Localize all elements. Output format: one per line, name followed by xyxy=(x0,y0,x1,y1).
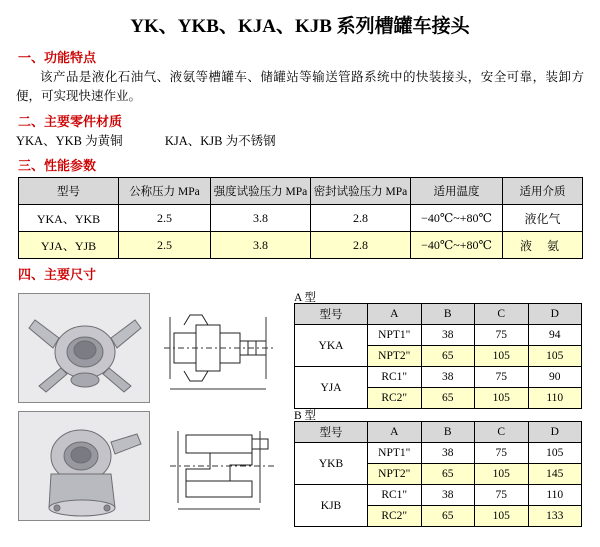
table-row xyxy=(295,367,582,388)
table-header-row xyxy=(19,178,583,205)
th-a: A xyxy=(368,422,422,443)
cell-strength-test-pressure: 3.8 xyxy=(211,232,311,259)
cell-model: YJA xyxy=(295,367,368,409)
dimensions-area xyxy=(0,289,600,547)
type-label-a: A 型 xyxy=(294,292,317,305)
cell-b: 65 xyxy=(421,388,475,409)
th-b: B xyxy=(421,422,475,443)
cell-nominal-pressure: 2.5 xyxy=(119,232,211,259)
cell-c: 75 xyxy=(475,325,529,346)
cell-strength-test-pressure: 3.8 xyxy=(211,205,311,232)
cell-c: 105 xyxy=(475,506,529,527)
page-title: YK、YKB、KJA、KJB 系列槽罐车接头 xyxy=(130,16,470,37)
cell-a: NPT2" xyxy=(368,346,422,367)
cell-b: 65 xyxy=(421,464,475,485)
th-d: D xyxy=(528,304,582,325)
cell-d: 133 xyxy=(528,506,582,527)
cell-c: 105 xyxy=(475,388,529,409)
cell-a: NPT1" xyxy=(368,325,422,346)
dimension-table-a xyxy=(294,303,582,409)
cell-a: RC2" xyxy=(368,388,422,409)
dimension-table-b xyxy=(294,421,582,527)
cell-temperature: −40℃~+80℃ xyxy=(411,205,503,232)
th-model: 型号 xyxy=(295,304,368,325)
th-model: 型号 xyxy=(295,422,368,443)
materials-right-text: KJA、KJB 为不锈钢 xyxy=(164,133,276,148)
cell-model: YJA、YJB xyxy=(19,232,119,259)
cell-nominal-pressure: 2.5 xyxy=(119,205,211,232)
type-label-b: B 型 xyxy=(294,410,317,423)
coupling-drawing-a xyxy=(156,293,286,401)
section-heading-features: 一、功能特点 xyxy=(18,50,97,65)
table-row xyxy=(295,485,582,506)
cell-d: 110 xyxy=(528,388,582,409)
cell-d: 105 xyxy=(528,443,582,464)
cell-c: 75 xyxy=(475,443,529,464)
cell-model: YKA、YKB xyxy=(19,205,119,232)
th-temperature: 适用温度 xyxy=(411,178,503,205)
cell-a: RC2" xyxy=(368,506,422,527)
cell-b: 38 xyxy=(421,325,475,346)
cell-model: YKA xyxy=(295,325,368,367)
th-c: C xyxy=(475,304,529,325)
table-header-row xyxy=(295,422,582,443)
cell-a: RC1" xyxy=(368,485,422,506)
cell-d: 94 xyxy=(528,325,582,346)
th-a: A xyxy=(368,304,422,325)
dimension-table-a-wrapper xyxy=(294,303,582,409)
materials-line xyxy=(16,132,584,151)
th-d: D xyxy=(528,422,582,443)
coupling-drawing-b xyxy=(156,411,286,519)
cell-seal-test-pressure: 2.8 xyxy=(311,205,411,232)
cell-b: 65 xyxy=(421,506,475,527)
materials-left-text: YKA、YKB 为黄铜 xyxy=(16,133,123,148)
th-model: 型号 xyxy=(19,178,119,205)
cell-d: 110 xyxy=(528,485,582,506)
performance-table-wrapper xyxy=(18,177,582,259)
dimension-table-b-wrapper xyxy=(294,421,582,527)
coupling-photo-a xyxy=(18,293,150,403)
features-body-text: 该产品是液化石油气、液氨等槽罐车、储罐站等输送管路系统中的快装接头，安全可靠，装卸方便，可实现快速作业。 xyxy=(16,70,584,103)
cell-c: 75 xyxy=(475,367,529,388)
th-c: C xyxy=(475,422,529,443)
table-row xyxy=(19,205,583,232)
table-row xyxy=(19,232,583,259)
cell-b: 65 xyxy=(421,346,475,367)
cell-d: 145 xyxy=(528,464,582,485)
cell-medium: 液化气 xyxy=(503,205,583,232)
cell-model: YKB xyxy=(295,443,368,485)
th-seal-test-pressure: 密封试验压力 MPa xyxy=(311,178,411,205)
cell-c: 105 xyxy=(475,346,529,367)
coupling-photo-b xyxy=(18,411,150,521)
cell-a: RC1" xyxy=(368,367,422,388)
cell-b: 38 xyxy=(421,443,475,464)
th-nominal-pressure: 公称压力 MPa xyxy=(119,178,211,205)
table-row xyxy=(295,325,582,346)
cell-model: KJB xyxy=(295,485,368,527)
table-header-row xyxy=(295,304,582,325)
cell-a: NPT2" xyxy=(368,464,422,485)
cell-seal-test-pressure: 2.8 xyxy=(311,232,411,259)
cell-a: NPT1" xyxy=(368,443,422,464)
section-heading-performance: 三、性能参数 xyxy=(18,158,97,174)
th-medium: 适用介质 xyxy=(503,178,583,205)
th-b: B xyxy=(421,304,475,325)
cell-b: 38 xyxy=(421,367,475,388)
section-heading-materials: 二、主要零件材质 xyxy=(18,113,123,129)
cell-c: 75 xyxy=(475,485,529,506)
performance-table xyxy=(18,177,583,259)
th-strength-test-pressure: 强度试验压力 MPa xyxy=(211,178,311,205)
table-row xyxy=(295,443,582,464)
cell-d: 90 xyxy=(528,367,582,388)
section-heading-dimensions: 四、主要尺寸 xyxy=(18,267,97,283)
cell-d: 105 xyxy=(528,346,582,367)
cell-c: 105 xyxy=(475,464,529,485)
cell-medium: 液 氨 xyxy=(503,232,583,259)
cell-b: 38 xyxy=(421,485,475,506)
cell-temperature: −40℃~+80℃ xyxy=(411,232,503,259)
